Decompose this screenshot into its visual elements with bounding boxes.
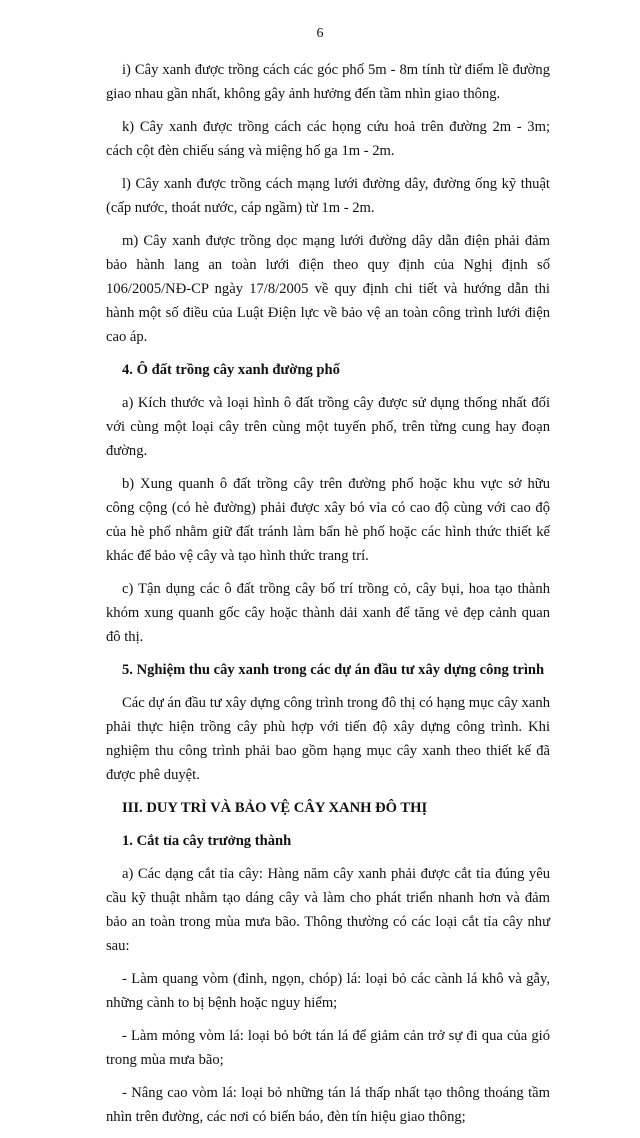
paragraph-k: k) Cây xanh được trồng cách các họng cứu hoả trên đường 2m - 3m; cách cột đèn chiếu sáng và miệng hố ga 1m - 2m. bbox=[106, 119, 550, 159]
heading-section-4: 4. Ô đất trồng cây xanh đường phố bbox=[122, 362, 340, 378]
page-number: 6 bbox=[316, 26, 324, 41]
heading-part-iii: III. DUY TRÌ VÀ BẢO VỆ CÂY XANH ĐÔ THỊ bbox=[122, 800, 428, 816]
paragraph-i: i) Cây xanh được trồng cách các góc phố 5m - 8m tính từ điểm lề đường giao nhau gần nhất, không gây ảnh hưởng đến tầm nhìn giao thông. bbox=[106, 62, 550, 102]
heading-section-iii-1: 1. Cắt tỉa cây trưởng thành bbox=[122, 833, 292, 849]
paragraph-5: Các dự án đầu tư xây dựng công trình trong đô thị có hạng mục cây xanh phải thực hiện trồng cây phù hợp với tiến độ xây dựng công trình. Khi nghiệm thu công trình phải bao gồm hạng mục cây xanh theo thiết kế đã được phê duyệt. bbox=[106, 695, 550, 783]
heading-section-5: 5. Nghiệm thu cây xanh trong các dự án đầu tư xây dựng công trình bbox=[122, 662, 545, 678]
paragraph-iii-1a: a) Các dạng cắt tỉa cây: Hàng năm cây xanh phải được cắt tỉa đúng yêu cầu kỹ thuật nhằm tạo dáng cây và làm cho phát triển nhanh hơn và đảm bảo an toàn trong mùa mưa bão. Thông thường có các loại cắt tỉa cây như sau: bbox=[106, 866, 550, 954]
paragraph-l: l) Cây xanh được trồng cách mạng lưới đường dây, đường ống kỹ thuật (cấp nước, thoát nước, cáp ngầm) từ 1m - 2m. bbox=[106, 176, 550, 216]
paragraph-m: m) Cây xanh được trồng dọc mạng lưới đường dây dẫn điện phải đảm bảo hành lang an toàn lưới điện theo quy định của Nghị định số 106/2005/NĐ-CP ngày 17/8/2005 về quy định chi tiết và hướng dẫn thi hành một số điều của Luật Điện lực về bảo vệ an toàn công trình lưới điện cao áp. bbox=[106, 233, 550, 345]
document-body bbox=[106, 58, 550, 1138]
list-item-nang-cao-vom: - Nâng cao vòm lá: loại bỏ những tán lá thấp nhất tạo thông thoáng tầm nhìn trên đường, các nơi có biển báo, đèn tín hiệu giao thông; bbox=[106, 1085, 550, 1125]
paragraph-4c: c) Tận dụng các ô đất trồng cây bố trí trồng cỏ, cây bụi, hoa tạo thành khóm xung quanh gốc cây hoặc thành dải xanh để tăng vẻ đẹp cảnh quan đô thị. bbox=[106, 581, 550, 645]
paragraph-4a: a) Kích thước và loại hình ô đất trồng cây được sử dụng thống nhất đối với cùng một loại cây trên cùng một tuyến phố, trên từng cung hay đoạn đường. bbox=[106, 395, 550, 459]
paragraph-4b: b) Xung quanh ô đất trồng cây trên đường phố hoặc khu vực sở hữu công cộng (có hè đường) phải được xây bó vỉa có cao độ cùng với cao độ của hè phố nhằm giữ đất tránh làm bẩn hè phố hoặc các hình thức thiết kế khác để bảo vệ cây và tạo hình thức trang trí. bbox=[106, 476, 550, 564]
list-item-lam-mong-vom: - Làm mỏng vòm lá: loại bỏ bớt tán lá để giảm cản trở sự đi qua của gió trong mùa mưa bão; bbox=[106, 1028, 550, 1068]
list-item-lam-quang-vom: - Làm quang vòm (đỉnh, ngọn, chóp) lá: loại bỏ các cành lá khô và gẫy, những cành to bị bệnh hoặc nguy hiểm; bbox=[106, 971, 550, 1011]
